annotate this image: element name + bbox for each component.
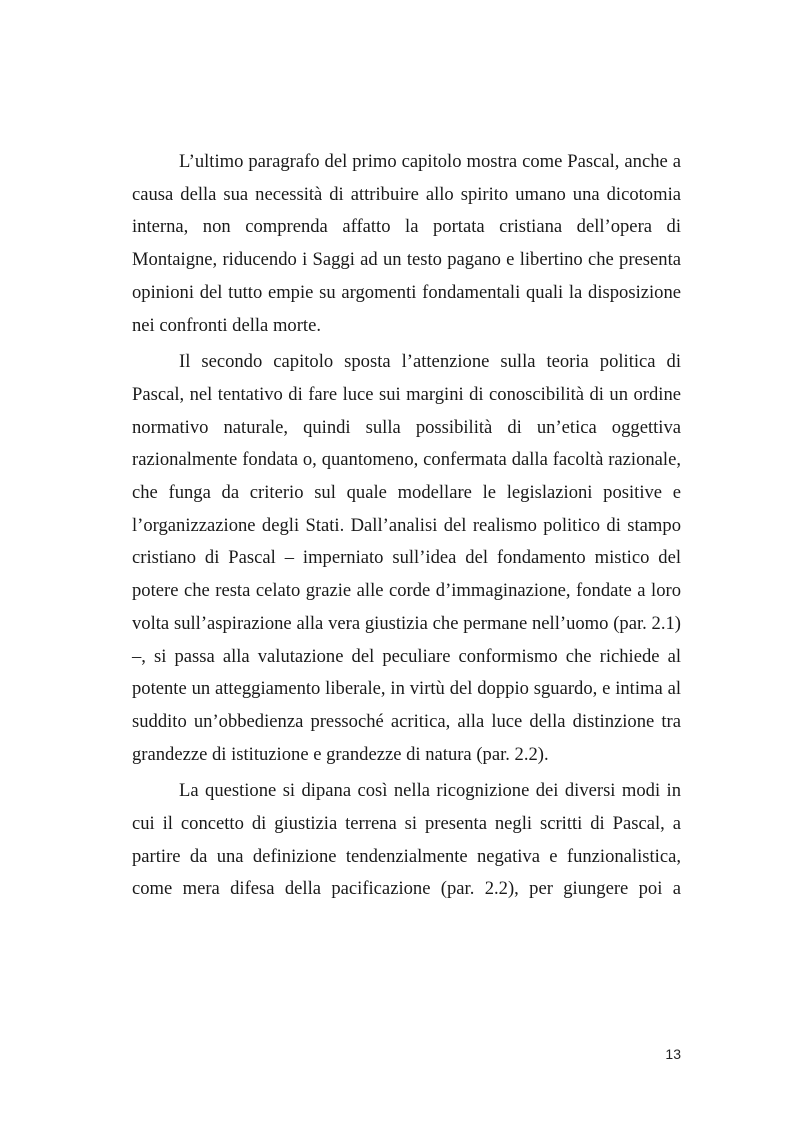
page-number: 13: [665, 1046, 681, 1062]
body-text: [132, 146, 681, 906]
paragraph-3: La questione si dipana così nella ricognizione dei diversi modi in cui il concetto di giustizia terrena si presenta negli scritti di Pascal, a partire da una definizione tendenzialmente negativa e funzionalistica, come mera difesa della pacificazione (par. 2.2), per giungere poi a: [132, 780, 681, 900]
paragraph-1: L’ultimo paragrafo del primo capitolo mostra come Pascal, anche a causa della sua necessità di attribuire allo spirito umano una dicotomia interna, non comprenda affatto la portata cristiana dell’opera di Montaigne, riducendo i Saggi ad un testo pagano e libertino che presenta opinioni del tutto empie su argomenti fondamentali quali la disposizione nei confronti della morte.: [132, 151, 681, 336]
paragraph-2: Il secondo capitolo sposta l’attenzione sulla teoria politica di Pascal, nel tentativo di fare luce sui margini di conoscibilità di un ordine normativo naturale, quindi sulla possibilità di un’etica oggettiva razionalmente fondata o, quantomeno, confermata dalla facoltà razionale, che funga da criterio sul quale modellare le legislazioni positive e l’organizzazione degli Stati. Dall’analisi del realismo politico di stampo cristiano di Pascal – imperniato sull’idea del fondamento mistico del potere che resta celato grazie alle corde d’immaginazione, fondate a loro volta sull’aspirazione alla vera giustizia che permane nell’uomo (par. 2.1) –, si passa alla valutazione del peculiare conformismo che richiede al potente un atteggiamento liberale, in virtù del doppio sguardo, e intima al suddito un’obbedienza pressoché acritica, alla luce della distinzione tra grandezze di istituzione e grandezze di natura (par. 2.2).: [132, 351, 681, 765]
